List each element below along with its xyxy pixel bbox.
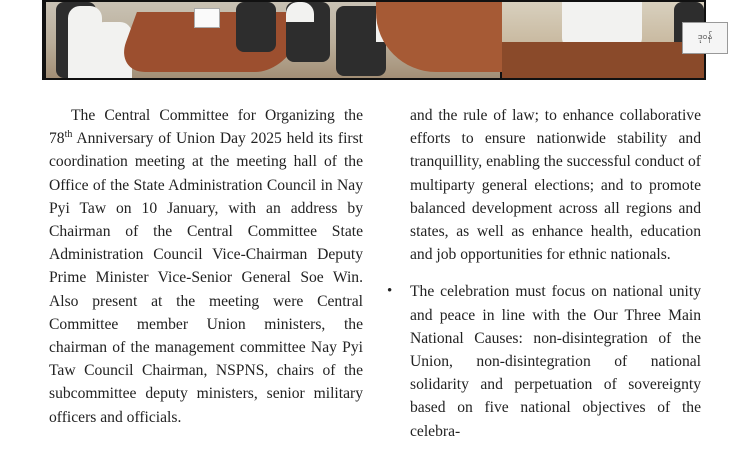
bullet-text: The celebration must focus on national unity and peace in line with the Our Three Main National Causes: non-disintegration of the Union, non-disintegration of national solidarity and perpetuation of sovereignty based on five national objectives of the celebra- xyxy=(410,283,701,440)
chair-shape xyxy=(236,2,276,52)
name-placard xyxy=(194,8,220,28)
article-column-left xyxy=(49,104,363,429)
ordinal-suffix: th xyxy=(64,129,73,141)
meeting-photo-right xyxy=(502,2,713,78)
placard-text: ဒုဝန် xyxy=(697,32,713,42)
photo-strip xyxy=(42,0,713,80)
table-shape xyxy=(376,2,506,72)
bullet-list xyxy=(387,280,701,442)
paragraph-text: The Central Committee for Organizing the 78 xyxy=(49,107,363,148)
bullet-icon: • xyxy=(387,283,393,300)
article-column-right xyxy=(387,104,701,443)
meeting-photo-left xyxy=(46,2,500,78)
paragraph-text: Anniversary of Union Day 2025 held its first coordination meeting at the meeting hall of the Office of the State Administration Council in Nay Pyi Taw on 10 January, with an address by Chairman of the Central Committee State Administration Council Vice-Chairman Deputy Prime Minister Vice-Senior General Soe Win. Also present at the meeting were Central Committee member Union ministers, the chairman of the management committee Nay Pyi Taw Council Chairman, NSPNS, chairs of the subcommittee deputy ministers, senior military officers and officials. xyxy=(49,130,363,426)
article-paragraph-continued: and the rule of law; to enhance collaborative efforts to ensure nationwide stability and tranquillity, enabling the successful conduct of multiparty general elections; and to promote balanced development across all regions and states, as well as enhance health, education and job opportunities for ethnic nationals. xyxy=(410,107,701,264)
desk-shape xyxy=(502,42,704,78)
name-placard xyxy=(682,22,728,54)
attendee-shape xyxy=(286,2,314,22)
article-paragraph xyxy=(49,104,363,429)
bullet-item xyxy=(387,280,701,442)
